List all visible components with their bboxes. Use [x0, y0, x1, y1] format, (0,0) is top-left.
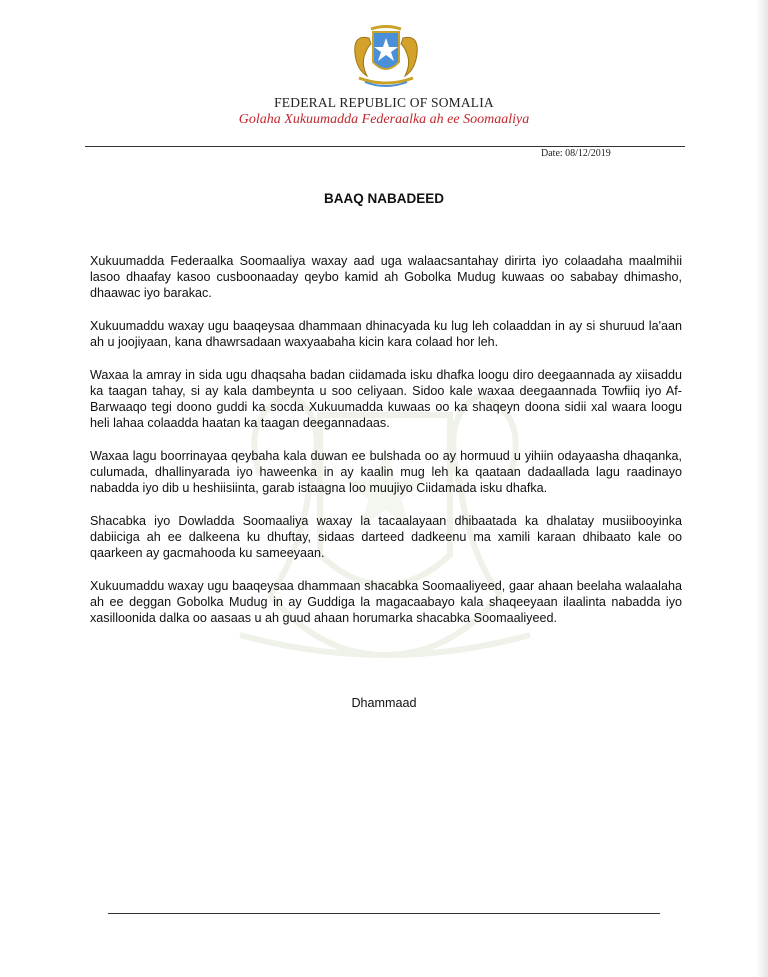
- body-paragraph: Waxaa lagu boorrinayaa qeybaha kala duwan ee bulshada oo ay hormuud u yihiin odayaasha dhaqanka, culumada, dhallinyarada iyo haweenka in ay kaalin mug leh ka qaataan dadaallada lagu raadinayo nabadda iyo dib u heshiisiinta, garab istaagna loo muujiyo Ciidamada isku dhafka.: [90, 449, 682, 495]
- page-edge-shadow: [756, 0, 768, 977]
- document-body: [90, 253, 682, 643]
- body-paragraph: Shacabka iyo Dowladda Soomaaliya waxay la tacaalayaan dhibaatada ka dhalatay musiibooyinka dabiiciga ah ee dalkeena ku dhuftay, sidaas darteed dadkeenu ma xamili karaan dhibaato kale oo qaarkeen ay gacmahooda ku sameeyaan.: [90, 514, 682, 560]
- body-paragraph: Xukuumaddu waxay ugu baaqeysaa dhammaan shacabka Soomaaliyeed, gaar ahaan beelaha walaalaha ah ee deggan Gobolka Mudug in ay Guddiga la magacaabayo kala shaqeeyaan ilaalinta nabadda iyo xasilloonida dalka oo aasaas u ah guud ahaan horumarka shacabka Soomaaliyeed.: [90, 579, 682, 625]
- body-paragraph: Xukuumaddu waxay ugu baaqeysaa dhammaan dhinacyada ku lug leh colaaddan in ay si shuruud la'aan ah u joojiyaan, kana dhawrsadaan waxyaabaha kicin kara colaad hor leh.: [90, 319, 682, 349]
- header-title: FEDERAL REPUBLIC OF SOMALIA: [274, 95, 494, 110]
- header-divider: [85, 146, 685, 147]
- document-signoff: Dhammaad: [351, 696, 417, 710]
- footer-divider: [108, 913, 660, 914]
- body-paragraph: Waxaa la amray in sida ugu dhaqsaha badan ciidamada isku dhafka loogu diro deegaannada ay xiisaddu ka taagan tahay, si ay kala dambeynta u soo celiyaan. Sidoo kale waxaa deegaannada Towfiiq iyo Af-Barwaaqo tegi doono guddi ka socda Xukuumadda kuwaas oo ka shaqeyn doona sidii xal waara loogu heli lahaa colaadda haatan ka taagan deegannadaas.: [90, 368, 682, 430]
- coat-of-arms-emblem: [341, 24, 431, 94]
- header-subtitle: Golaha Xukuumadda Federaalka ah ee Soomaaliya: [238, 112, 530, 127]
- document-date: Date: 08/12/2019: [541, 148, 611, 159]
- document-title: BAAQ NABADEED: [323, 191, 444, 206]
- body-paragraph: Xukuumadda Federaalka Soomaaliya waxay aad uga walaacsantahay dirirta iyo colaadaha maalmihii lasoo dhaafay kasoo cusboonaaday qeybo kamid ah Gobolka Mudug kuwaas oo sababay dhimasho, dhaawac iyo barakac.: [90, 254, 682, 300]
